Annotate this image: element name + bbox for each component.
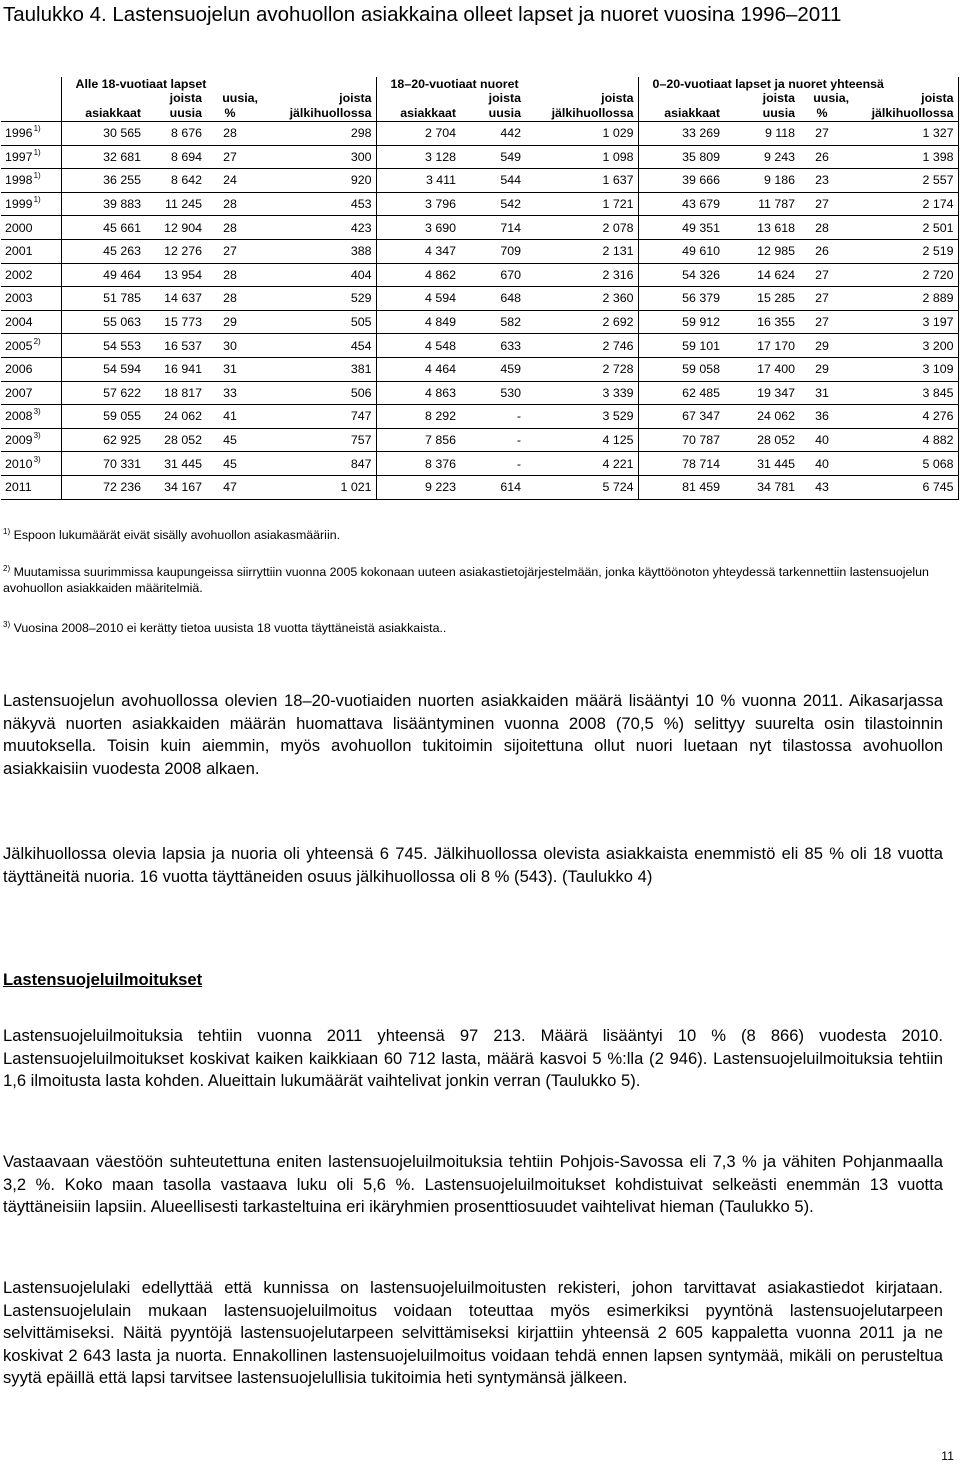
col-header-joista: joista	[169, 91, 202, 105]
table-row	[1, 239, 958, 263]
col-header-asiakkaat: asiakkaat	[638, 105, 724, 122]
cell-alle18-asiakkaat: 62 925	[61, 428, 145, 452]
cell-alle18-pct: 28	[202, 122, 258, 146]
col-header-uusia: uusia,	[222, 91, 258, 105]
cell-nuoret-uusia: 459	[460, 357, 521, 381]
table-body	[1, 122, 958, 500]
cell-nuoret-jalkihuollossa: 2 692	[521, 310, 638, 334]
year-label: 1998	[5, 173, 33, 188]
cell-nuoret-uusia: 530	[460, 381, 521, 405]
cell-nuoret-asiakkaat: 3 690	[376, 216, 460, 240]
cell-alle18-uusia: 16 941	[145, 357, 202, 381]
year-label: 2011	[5, 480, 32, 495]
footnote-mark: 1)	[3, 527, 11, 536]
cell-alle18-jalkihuollossa: 388	[258, 239, 376, 263]
cell-alle18-asiakkaat: 36 255	[61, 169, 145, 193]
cell-yht-asiakkaat: 59 101	[638, 334, 724, 358]
cell-yht-uusia: 9 118	[724, 122, 795, 146]
cell-nuoret-uusia: 442	[460, 122, 521, 146]
footnote-text: Espoon lukumäärät eivät sisälly avohuollon asiakasmääriin.	[10, 528, 341, 542]
cell-alle18-asiakkaat: 54 553	[61, 334, 145, 358]
cell-alle18-pct: 41	[202, 405, 258, 429]
page-title: Taulukko 4. Lastensuojelun avohuollon asiakkaina olleet lapset ja nuoret vuosina 1996–2011	[3, 3, 842, 26]
cell-alle18-uusia: 8 642	[145, 169, 202, 193]
cell-nuoret-asiakkaat: 8 292	[376, 405, 460, 429]
cell-yht-uusia: 17 170	[724, 334, 795, 358]
footnote-ref: 3)	[33, 454, 41, 464]
cell-alle18-asiakkaat: 59 055	[61, 405, 145, 429]
cell-yht-pct: 26	[795, 145, 849, 169]
cell-yht-uusia: 15 285	[724, 287, 795, 311]
table-row	[1, 169, 958, 193]
cell-nuoret-asiakkaat: 7 856	[376, 428, 460, 452]
cell-alle18-asiakkaat: 54 594	[61, 357, 145, 381]
paragraph-nuoret-asiakkaat: Lastensuojelun avohuollossa olevien 18–20-vuotiaiden nuorten asiakkaiden määrä lisääntyi 10 % vuonna 2011. Aikasarjassa näkyvä nuorten asiakkaiden määrän huomattava lisääntyminen vuonna 2008 (70,5 %) selittyy suurelta osin tilastoinnin muutoksella. Toisin kuin aiemmin, myös avohuollon tukitoimin sijoitettuna ollut nuori luetaan nyt tilastossa avohuollon asiakkaisiin vuodesta 2008 alkaen.	[3, 691, 943, 778]
footnote-ref: 2)	[33, 336, 41, 346]
footnote-ref: 3)	[33, 407, 41, 417]
cell-yht-uusia: 16 355	[724, 310, 795, 334]
cell-alle18-pct: 28	[202, 192, 258, 216]
year-cell	[1, 263, 61, 287]
cell-nuoret-uusia: 542	[460, 192, 521, 216]
year-label: 2009	[5, 433, 33, 448]
col-header-joista: joista	[849, 91, 958, 105]
cell-alle18-uusia: 16 537	[145, 334, 202, 358]
cell-yht-asiakkaat: 43 679	[638, 192, 724, 216]
cell-nuoret-jalkihuollossa: 2 728	[521, 357, 638, 381]
cell-nuoret-asiakkaat: 4 464	[376, 357, 460, 381]
col-header-joista: joista	[488, 91, 522, 105]
cell-yht-pct: 36	[795, 405, 849, 429]
cell-yht-pct: 26	[795, 239, 849, 263]
col-header-jalkihuollossa: jälkihuollossa	[551, 106, 634, 120]
cell-alle18-jalkihuollossa: 747	[258, 405, 376, 429]
footnote-ref: 1)	[33, 147, 41, 157]
paragraph-alueet: Vastaavaan väestöön suhteutettuna eniten lastensuojeluilmoituksia tehtiin Pohjois-Savossa eli 7,3 % ja vähiten Pohjanmaalla 3,2 %. Koko maan tasolla vastaava luku oli 5,6 %. Lastensuojeluilmoitukset kohdistuivat selkeästi enemmän 13 vuotta täyttäneisiin lapsiin. Alueellisesti tarkasteltuina eri ikäryhmien prosenttiosuudet vaihtelivat hieman (Taulukko 5).	[3, 1152, 943, 1216]
cell-nuoret-uusia: 582	[460, 310, 521, 334]
footnote-text: Vuosina 2008–2010 ei kerätty tietoa uusista 18 vuotta täyttäneistä asiakkaista..	[10, 621, 447, 635]
cell-yht-pct: 29	[795, 357, 849, 381]
cell-alle18-jalkihuollossa: 454	[258, 334, 376, 358]
cell-yht-jalkihuollossa: 2 501	[849, 216, 958, 240]
cell-yht-jalkihuollossa: 2 174	[849, 192, 958, 216]
cell-yht-jalkihuollossa: 3 845	[849, 381, 958, 405]
cell-nuoret-jalkihuollossa: 1 637	[521, 169, 638, 193]
cell-alle18-asiakkaat: 72 236	[61, 475, 145, 499]
cell-yht-pct: 27	[795, 192, 849, 216]
cell-yht-jalkihuollossa: 5 068	[849, 452, 958, 476]
cell-yht-jalkihuollossa: 2 720	[849, 263, 958, 287]
cell-nuoret-jalkihuollossa: 2 078	[521, 216, 638, 240]
footnote-mark: 2)	[3, 564, 11, 573]
cell-alle18-asiakkaat: 49 464	[61, 263, 145, 287]
year-label: 1999	[5, 197, 33, 212]
cell-yht-pct: 27	[795, 287, 849, 311]
year-cell	[1, 192, 61, 216]
year-cell	[1, 357, 61, 381]
footnote-text: Muutamissa suurimmissa kaupungeissa siirryttiin vuonna 2005 kokonaan uuteen asiakastietojärjestelmään, jonka käyttöönoton yhteydessä tarkennettiin lastensuojelun avohuollon asiakkaiden määritelmiä.	[3, 565, 929, 595]
cell-nuoret-uusia: 633	[460, 334, 521, 358]
header-row-labels	[1, 105, 958, 122]
cell-nuoret-uusia: 549	[460, 145, 521, 169]
cell-alle18-uusia: 18 817	[145, 381, 202, 405]
year-cell	[1, 381, 61, 405]
cell-alle18-pct: 27	[202, 145, 258, 169]
year-cell	[1, 452, 61, 476]
footnote-2	[3, 564, 943, 596]
cell-alle18-asiakkaat: 57 622	[61, 381, 145, 405]
cell-yht-uusia: 13 618	[724, 216, 795, 240]
cell-yht-asiakkaat: 81 459	[638, 475, 724, 499]
cell-nuoret-jalkihuollossa: 4 125	[521, 428, 638, 452]
cell-nuoret-jalkihuollossa: 1 029	[521, 122, 638, 146]
cell-nuoret-uusia: 670	[460, 263, 521, 287]
cell-alle18-jalkihuollossa: 381	[258, 357, 376, 381]
cell-alle18-jalkihuollossa: 453	[258, 192, 376, 216]
col-header-asiakkaat: asiakkaat	[376, 105, 460, 122]
cell-yht-asiakkaat: 54 326	[638, 263, 724, 287]
year-label: 2005	[5, 338, 33, 353]
cell-yht-asiakkaat: 39 666	[638, 169, 724, 193]
cell-yht-jalkihuollossa: 1 327	[849, 122, 958, 146]
cell-alle18-jalkihuollossa: 506	[258, 381, 376, 405]
cell-yht-pct: 23	[795, 169, 849, 193]
year-label: 2010	[5, 456, 33, 471]
cell-alle18-jalkihuollossa: 920	[258, 169, 376, 193]
col-header-uusia: uusia	[762, 106, 796, 120]
cell-yht-uusia: 24 062	[724, 405, 795, 429]
cell-alle18-asiakkaat: 39 883	[61, 192, 145, 216]
cell-nuoret-asiakkaat: 4 862	[376, 263, 460, 287]
cell-nuoret-jalkihuollossa: 1 721	[521, 192, 638, 216]
cell-nuoret-jalkihuollossa: 2 316	[521, 263, 638, 287]
cell-alle18-jalkihuollossa: 529	[258, 287, 376, 311]
cell-yht-pct: 43	[795, 475, 849, 499]
footnote-mark: 3)	[3, 620, 11, 629]
cell-nuoret-asiakkaat: 9 223	[376, 475, 460, 499]
cell-yht-jalkihuollossa: 2 557	[849, 169, 958, 193]
cell-yht-uusia: 12 985	[724, 239, 795, 263]
cell-alle18-uusia: 14 637	[145, 287, 202, 311]
footnote-ref: 3)	[33, 431, 41, 441]
cell-yht-pct: 27	[795, 263, 849, 287]
col-header-pct: %	[816, 106, 828, 120]
cell-yht-asiakkaat: 59 058	[638, 357, 724, 381]
cell-nuoret-uusia: -	[460, 405, 521, 429]
cell-nuoret-uusia: -	[460, 452, 521, 476]
cell-nuoret-jalkihuollossa: 2 131	[521, 239, 638, 263]
cell-nuoret-asiakkaat: 4 863	[376, 381, 460, 405]
cell-nuoret-asiakkaat: 4 849	[376, 310, 460, 334]
cell-nuoret-jalkihuollossa: 4 221	[521, 452, 638, 476]
cell-alle18-uusia: 8 694	[145, 145, 202, 169]
year-cell	[1, 239, 61, 263]
table-row	[1, 405, 958, 429]
cell-yht-asiakkaat: 62 485	[638, 381, 724, 405]
cell-alle18-pct: 45	[202, 452, 258, 476]
cell-alle18-pct: 28	[202, 216, 258, 240]
year-cell	[1, 287, 61, 311]
cell-yht-uusia: 9 243	[724, 145, 795, 169]
table-row	[1, 216, 958, 240]
col-header-jalkihuollossa: jälkihuollossa	[849, 105, 958, 122]
cell-yht-uusia: 11 787	[724, 192, 795, 216]
cell-alle18-pct: 24	[202, 169, 258, 193]
cell-alle18-uusia: 13 954	[145, 263, 202, 287]
cell-alle18-uusia: 11 245	[145, 192, 202, 216]
table-row	[1, 287, 958, 311]
cell-yht-pct: 27	[795, 122, 849, 146]
table-row	[1, 192, 958, 216]
table-row	[1, 122, 958, 146]
cell-alle18-jalkihuollossa: 757	[258, 428, 376, 452]
cell-alle18-uusia: 28 052	[145, 428, 202, 452]
cell-alle18-pct: 33	[202, 381, 258, 405]
cell-alle18-pct: 45	[202, 428, 258, 452]
cell-yht-uusia: 34 781	[724, 475, 795, 499]
cell-alle18-uusia: 34 167	[145, 475, 202, 499]
cell-yht-asiakkaat: 78 714	[638, 452, 724, 476]
group-header-18-20: 18–20-vuotiaat nuoret	[376, 77, 638, 91]
group-header-under-18: Alle 18-vuotiaat lapset	[61, 77, 376, 91]
cell-alle18-pct: 31	[202, 357, 258, 381]
header-row-groups	[1, 77, 958, 91]
cell-alle18-jalkihuollossa: 1 021	[258, 475, 376, 499]
cell-yht-jalkihuollossa: 3 200	[849, 334, 958, 358]
cell-alle18-uusia: 24 062	[145, 405, 202, 429]
cell-alle18-pct: 28	[202, 263, 258, 287]
cell-yht-asiakkaat: 33 269	[638, 122, 724, 146]
cell-yht-jalkihuollossa: 3 197	[849, 310, 958, 334]
cell-nuoret-uusia: 709	[460, 239, 521, 263]
cell-alle18-jalkihuollossa: 298	[258, 122, 376, 146]
cell-alle18-asiakkaat: 70 331	[61, 452, 145, 476]
cell-nuoret-jalkihuollossa: 1 098	[521, 145, 638, 169]
cell-nuoret-asiakkaat: 4 594	[376, 287, 460, 311]
cell-yht-asiakkaat: 35 809	[638, 145, 724, 169]
table-row	[1, 452, 958, 476]
year-label: 1996	[5, 126, 33, 141]
cell-alle18-jalkihuollossa: 847	[258, 452, 376, 476]
cell-nuoret-uusia: 544	[460, 169, 521, 193]
cell-alle18-pct: 27	[202, 239, 258, 263]
table-row	[1, 263, 958, 287]
cell-nuoret-jalkihuollossa: 2 360	[521, 287, 638, 311]
cell-alle18-asiakkaat: 30 565	[61, 122, 145, 146]
cell-nuoret-uusia: -	[460, 428, 521, 452]
cell-yht-pct: 29	[795, 334, 849, 358]
cell-yht-asiakkaat: 49 351	[638, 216, 724, 240]
cell-yht-jalkihuollossa: 4 276	[849, 405, 958, 429]
page-number: 11	[941, 1449, 954, 1463]
col-header-uusia: uusia,	[813, 91, 850, 105]
table-row	[1, 334, 958, 358]
cell-yht-pct: 27	[795, 310, 849, 334]
statistics-table	[1, 77, 959, 500]
paragraph-rekisteri: Lastensuojelulaki edellyttää että kunnissa on lastensuojeluilmoitusten rekisteri, johon tarvittavat asiakastiedot kirjataan. Lastensuojelulain mukaan lastensuojeluilmoitus voidaan toteuttaa myös esimerkiksi pyyntönä lastensuojelutarpeen selvittämiseksi. Näitä pyyntöjä lastensuojelutarpeen selvittämiseksi kirjattiin yhteensä 2 605 kappaletta vuonna 2011 ja ne koskivat 2 643 lasta ja nuorta. Ennakollinen lastensuojeluilmoitus voidaan tehdä ennen lapsen syntymää, mikäli on perusteltua syytä epäillä että lapsi tarvitsee lastensuojelullisia tukitoimia heti syntymänsä jälkeen.	[3, 1278, 943, 1387]
cell-yht-asiakkaat: 49 610	[638, 239, 724, 263]
year-label: 2003	[5, 291, 33, 306]
year-cell	[1, 122, 61, 146]
cell-alle18-jalkihuollossa: 404	[258, 263, 376, 287]
table-row	[1, 145, 958, 169]
cell-yht-pct: 40	[795, 428, 849, 452]
cell-alle18-asiakkaat: 32 681	[61, 145, 145, 169]
cell-yht-jalkihuollossa: 6 745	[849, 475, 958, 499]
table-row	[1, 475, 958, 499]
cell-nuoret-asiakkaat: 3 411	[376, 169, 460, 193]
year-cell	[1, 169, 61, 193]
cell-alle18-uusia: 31 445	[145, 452, 202, 476]
col-header-joista: joista	[339, 91, 372, 105]
cell-yht-asiakkaat: 67 347	[638, 405, 724, 429]
year-cell	[1, 145, 61, 169]
table-row	[1, 428, 958, 452]
paragraph-jalkihuolto: Jälkihuollossa olevia lapsia ja nuoria oli yhteensä 6 745. Jälkihuollossa olevista asiakkaista enemmistö eli 85 % oli 18 vuotta täyttäneitä nuoria. 16 vuotta täyttäneiden osuus jälkihuollossa oli 8 % (543). (Taulukko 4)	[3, 844, 943, 886]
cell-alle18-asiakkaat: 55 063	[61, 310, 145, 334]
cell-nuoret-uusia: 714	[460, 216, 521, 240]
cell-yht-uusia: 28 052	[724, 428, 795, 452]
cell-yht-jalkihuollossa: 3 109	[849, 357, 958, 381]
cell-alle18-jalkihuollossa: 505	[258, 310, 376, 334]
table-row	[1, 357, 958, 381]
cell-nuoret-asiakkaat: 2 704	[376, 122, 460, 146]
cell-nuoret-uusia: 614	[460, 475, 521, 499]
cell-alle18-uusia: 12 276	[145, 239, 202, 263]
cell-nuoret-jalkihuollossa: 2 746	[521, 334, 638, 358]
cell-alle18-jalkihuollossa: 300	[258, 145, 376, 169]
cell-alle18-uusia: 12 904	[145, 216, 202, 240]
paragraph-ilmoitukset: Lastensuojeluilmoituksia tehtiin vuonna 2011 yhteensä 97 213. Määrä lisääntyi 10 % (8 866) vuodesta 2010. Lastensuojeluilmoitukset koskivat kaiken kaikkiaan 60 712 lasta, määrä kasvoi 5 %:lla (2 946). Lastensuojeluilmoituksia tehtiin 1,6 ilmoitusta lasta kohden. Alueittain lukumäärät vaihtelivat jonkin verran (Taulukko 5).	[3, 1026, 943, 1090]
col-header-joista: joista	[762, 91, 796, 105]
cell-nuoret-asiakkaat: 4 548	[376, 334, 460, 358]
year-label: 2004	[5, 315, 33, 330]
year-cell	[1, 216, 61, 240]
cell-alle18-jalkihuollossa: 423	[258, 216, 376, 240]
table-row	[1, 310, 958, 334]
cell-yht-pct: 40	[795, 452, 849, 476]
year-label: 2007	[5, 385, 33, 400]
cell-yht-uusia: 14 624	[724, 263, 795, 287]
footnote-ref: 1)	[33, 195, 41, 205]
cell-yht-uusia: 31 445	[724, 452, 795, 476]
cell-nuoret-uusia: 648	[460, 287, 521, 311]
section-heading: Lastensuojeluilmoitukset	[3, 970, 203, 989]
cell-alle18-asiakkaat: 51 785	[61, 287, 145, 311]
year-label: 1997	[5, 149, 33, 164]
cell-alle18-asiakkaat: 45 661	[61, 216, 145, 240]
cell-alle18-pct: 29	[202, 310, 258, 334]
year-cell	[1, 405, 61, 429]
cell-yht-pct: 31	[795, 381, 849, 405]
cell-yht-jalkihuollossa: 4 882	[849, 428, 958, 452]
year-label: 2006	[5, 362, 33, 377]
year-cell	[1, 310, 61, 334]
header-row-joista	[1, 91, 958, 105]
footnote-ref: 1)	[33, 124, 41, 134]
cell-yht-jalkihuollossa: 1 398	[849, 145, 958, 169]
cell-yht-asiakkaat: 70 787	[638, 428, 724, 452]
cell-nuoret-jalkihuollossa: 3 339	[521, 381, 638, 405]
footnote-1	[3, 527, 943, 543]
col-header-asiakkaat: asiakkaat	[61, 105, 145, 122]
year-label: 2000	[5, 220, 33, 235]
year-label: 2001	[5, 244, 33, 259]
cell-yht-jalkihuollossa: 2 519	[849, 239, 958, 263]
footnote-3	[3, 620, 943, 636]
cell-nuoret-jalkihuollossa: 3 529	[521, 405, 638, 429]
cell-nuoret-jalkihuollossa: 5 724	[521, 475, 638, 499]
year-label: 2008	[5, 409, 33, 424]
cell-alle18-pct: 28	[202, 287, 258, 311]
cell-alle18-uusia: 15 773	[145, 310, 202, 334]
col-header-jalkihuollossa: jälkihuollossa	[289, 106, 372, 120]
cell-yht-uusia: 19 347	[724, 381, 795, 405]
cell-yht-uusia: 17 400	[724, 357, 795, 381]
cell-yht-asiakkaat: 59 912	[638, 310, 724, 334]
cell-alle18-pct: 30	[202, 334, 258, 358]
year-cell	[1, 334, 61, 358]
cell-alle18-asiakkaat: 45 263	[61, 239, 145, 263]
footnote-ref: 1)	[33, 171, 41, 181]
group-header-total: 0–20-vuotiaat lapset ja nuoret yhteensä	[638, 77, 958, 91]
cell-nuoret-asiakkaat: 4 347	[376, 239, 460, 263]
year-cell	[1, 428, 61, 452]
cell-alle18-uusia: 8 676	[145, 122, 202, 146]
cell-nuoret-asiakkaat: 3 128	[376, 145, 460, 169]
col-header-joista: joista	[601, 91, 634, 105]
cell-yht-uusia: 9 186	[724, 169, 795, 193]
cell-nuoret-asiakkaat: 8 376	[376, 452, 460, 476]
year-label: 2002	[5, 267, 33, 282]
year-cell	[1, 475, 61, 499]
cell-nuoret-asiakkaat: 3 796	[376, 192, 460, 216]
cell-yht-asiakkaat: 56 379	[638, 287, 724, 311]
col-header-pct: %	[224, 106, 236, 120]
col-header-uusia: uusia	[169, 106, 202, 120]
cell-alle18-pct: 47	[202, 475, 258, 499]
cell-yht-pct: 28	[795, 216, 849, 240]
table-row	[1, 381, 958, 405]
col-header-uusia: uusia	[488, 106, 522, 120]
cell-yht-jalkihuollossa: 2 889	[849, 287, 958, 311]
